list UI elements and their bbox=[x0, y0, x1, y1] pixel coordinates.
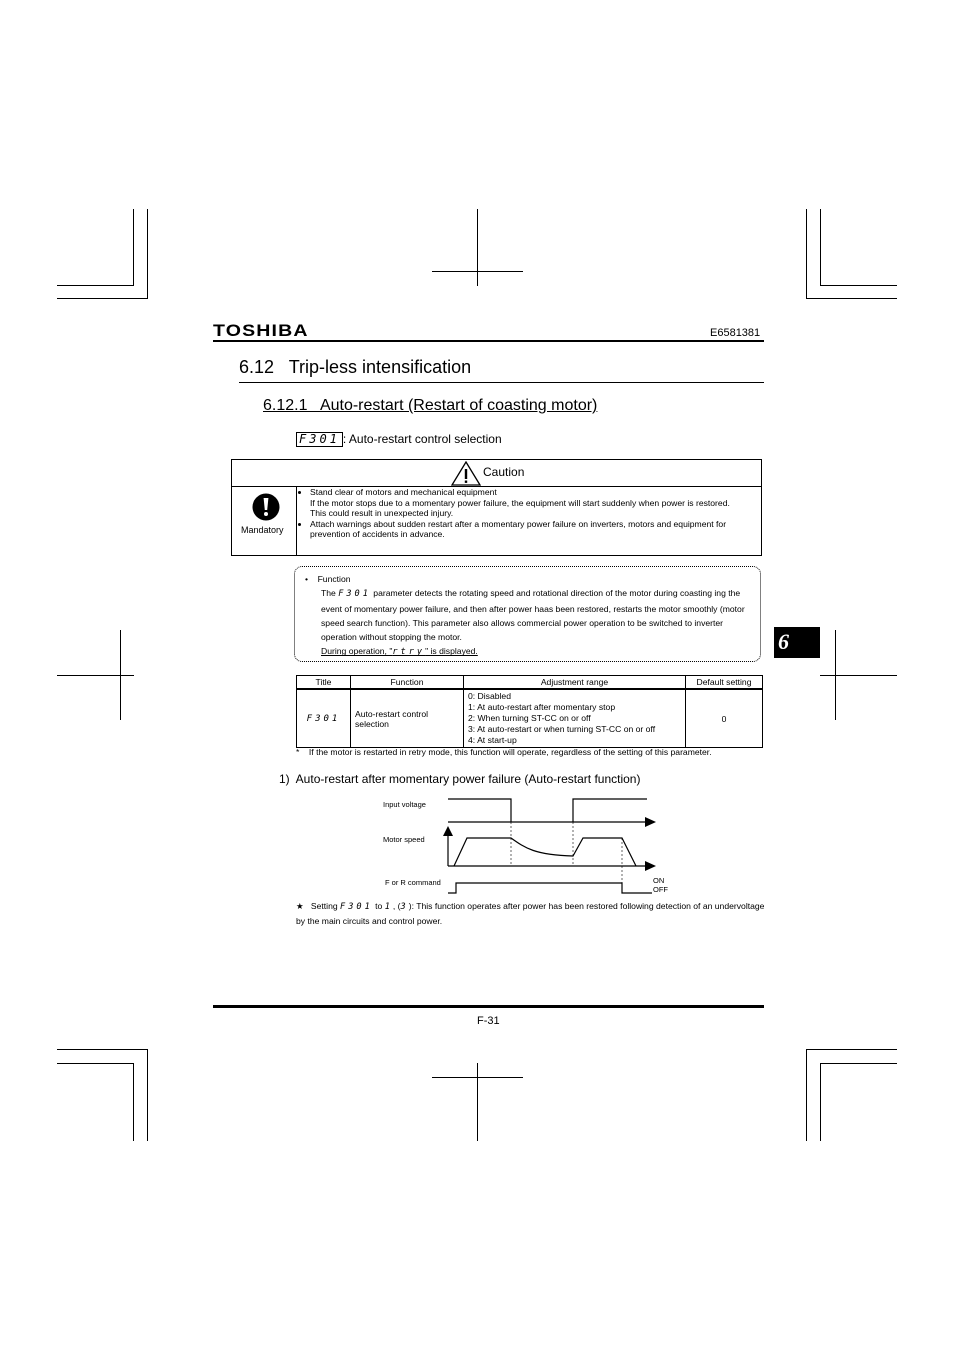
caution-box bbox=[231, 459, 762, 556]
warning-triangle-icon bbox=[451, 461, 481, 486]
mandatory-cell bbox=[232, 487, 297, 555]
mandatory-exclamation-icon bbox=[252, 493, 280, 521]
caution-label: Caution bbox=[483, 465, 525, 479]
function-description: The F301 parameter detects the rotating speed and rotational direction of the motor during coasting ing the event of momentary power failure, and then after power haas been restored, restarts the motor smoothly (motor speed search function). This parameter also allows commercial power operation to be switched to inverter operation without stopping the motor. During operation, "rtry" is displayed. bbox=[321, 588, 745, 658]
col-default: Default setting bbox=[686, 676, 763, 690]
table-row bbox=[297, 689, 763, 748]
document-number: E6581381 bbox=[710, 327, 761, 339]
caution-item: • Attach warnings about sudden restart after a momentary power failure on inverters, motors and equipment for prevention of accidents in advance. bbox=[310, 519, 765, 540]
mandatory-label: Mandatory bbox=[241, 525, 284, 535]
item-heading: 1) Auto-restart after momentary power failure (Auto-restart function) bbox=[279, 772, 641, 786]
row-function: Auto-restart control selection bbox=[351, 689, 464, 748]
parameter-label: : Auto-restart control selection bbox=[342, 432, 502, 446]
caution-item: • Stand clear of motors and mechanical equipment If the motor stops due to a momentary power failure, the equipment will start suddenly when power is restored. This could result in unexpected injury. bbox=[310, 487, 765, 519]
subsection-title: 6.12.1 Auto-restart (Restart of coasting motor) bbox=[263, 397, 598, 414]
command-label: F or R command bbox=[385, 878, 441, 887]
function-code: F301 bbox=[338, 589, 371, 600]
display-code: rtry bbox=[392, 647, 426, 658]
off-label: OFF bbox=[653, 885, 668, 894]
row-default: 0 bbox=[686, 689, 763, 748]
page-number: F-31 bbox=[477, 1015, 500, 1027]
chapter-tab: 6 bbox=[774, 627, 820, 658]
caution-header bbox=[232, 460, 761, 487]
display-note: During operation, "rtry" is displayed. bbox=[321, 646, 478, 658]
function-box bbox=[294, 566, 761, 662]
footnote: * If the motor is restarted in retry mode, this function will operate, regardless of the setting of this parameter. bbox=[296, 747, 712, 757]
toshiba-logo: TOSHIBA bbox=[213, 321, 309, 340]
col-function: Function bbox=[351, 676, 464, 690]
setting-note: ★ Setting F301 to 1, (3): This function operates after power has been restored following detection of an undervoltage by the main circuits and control power. bbox=[296, 901, 765, 926]
function-bullet: • Function bbox=[305, 574, 351, 584]
caution-list bbox=[300, 487, 765, 540]
input-voltage-label: Input voltage bbox=[383, 800, 426, 809]
row-range: 0: Disabled 1: At auto-restart after momentary stop 2: When turning ST-CC on or off 3: At auto-restart or when turning ST-CC on or off 4: At start-up bbox=[464, 689, 686, 748]
section-rule bbox=[239, 382, 764, 383]
col-title: Title bbox=[297, 676, 351, 690]
parameter-line bbox=[296, 432, 502, 447]
on-label: ON bbox=[653, 876, 665, 885]
motor-speed-label: Motor speed bbox=[383, 835, 425, 844]
header-rule bbox=[213, 340, 764, 342]
row-title: F301 bbox=[297, 689, 351, 748]
col-range: Adjustment range bbox=[464, 676, 686, 690]
parameter-table bbox=[296, 675, 763, 748]
star-icon: ★ bbox=[296, 901, 304, 911]
section-title: 6.12 Trip-less intensification bbox=[239, 357, 472, 377]
parameter-code: F301 bbox=[296, 432, 343, 447]
footer-rule bbox=[213, 1005, 764, 1008]
table-header-row bbox=[297, 676, 763, 690]
